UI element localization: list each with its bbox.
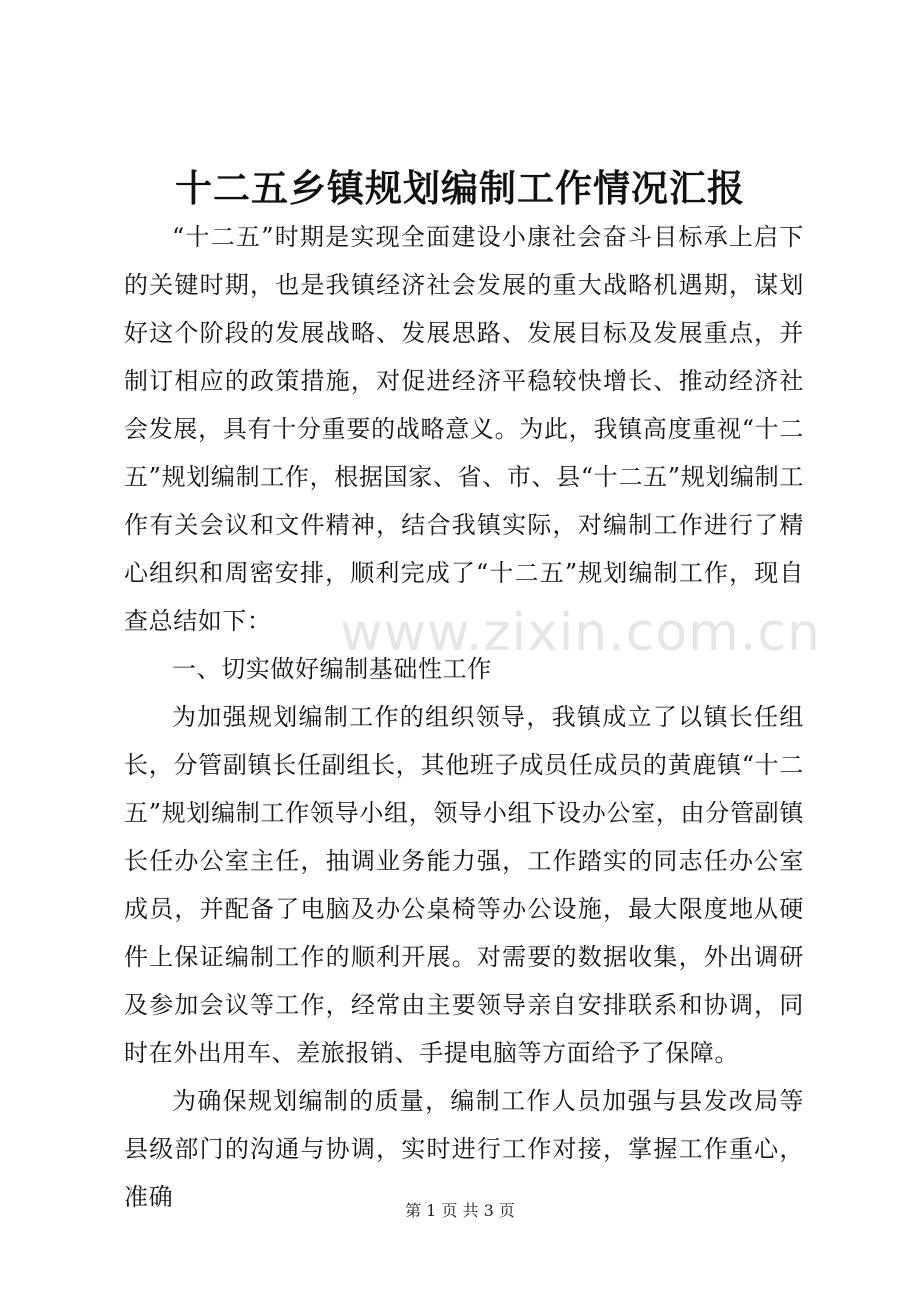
page-footer: 第 1 页 共 3 页 (405, 1201, 515, 1220)
document-title: 十二五乡镇规划编制工作情况汇报 (175, 166, 745, 210)
paragraph-intro: “十二五”时期是实现全面建设小康社会奋斗目标承上启下的关键时期，也是我镇经济社会发展的重大战略机遇期，谋划好这个阶段的发展战略、发展思路、发展目标及发展重点，并制订相应的政策措施，对促进经济平稳较快增长、推动经济社会发展，具有十分重要的战略意义。为此，我镇高度重视“十二五”规划编制工作，根据国家、省、市、县“十二五”规划编制工作有关会议和文件精神，结合我镇实际，对编制工作进行了精心组织和周密安排，顺利完成了“十二五”规划编制工作，现自查总结如下： (124, 223, 804, 635)
section-heading: 一、切实做好编制基础性工作 (172, 655, 492, 683)
paragraph-organization: 为加强规划编制工作的组织领导，我镇成立了以镇长任组长，分管副镇长任副组长，其他班子成员任成员的黄鹿镇“十二五”规划编制工作领导小组，领导小组下设办公室，由分管副镇长任办公室主任，抽调业务能力强，工作踏实的同志任办公室成员，并配备了电脑及办公桌椅等办公设施，最大限度地从硬件上保证编制工作的顺利开展。对需要的数据收集，外出调研及参加会议等工作，经常由主要领导亲自安排联系和协调，同时在外出用车、差旅报销、手提电脑等方面给予了保障。 (124, 703, 804, 1067)
paragraph-quality: 为确保规划编制的质量，编制工作人员加强与县发改局等县级部门的沟通与协调，实时进行工作对接，掌握工作重心，准确 (124, 1087, 804, 1211)
watermark: www.zixin.com.cn (340, 603, 821, 663)
document-body (124, 213, 804, 1221)
